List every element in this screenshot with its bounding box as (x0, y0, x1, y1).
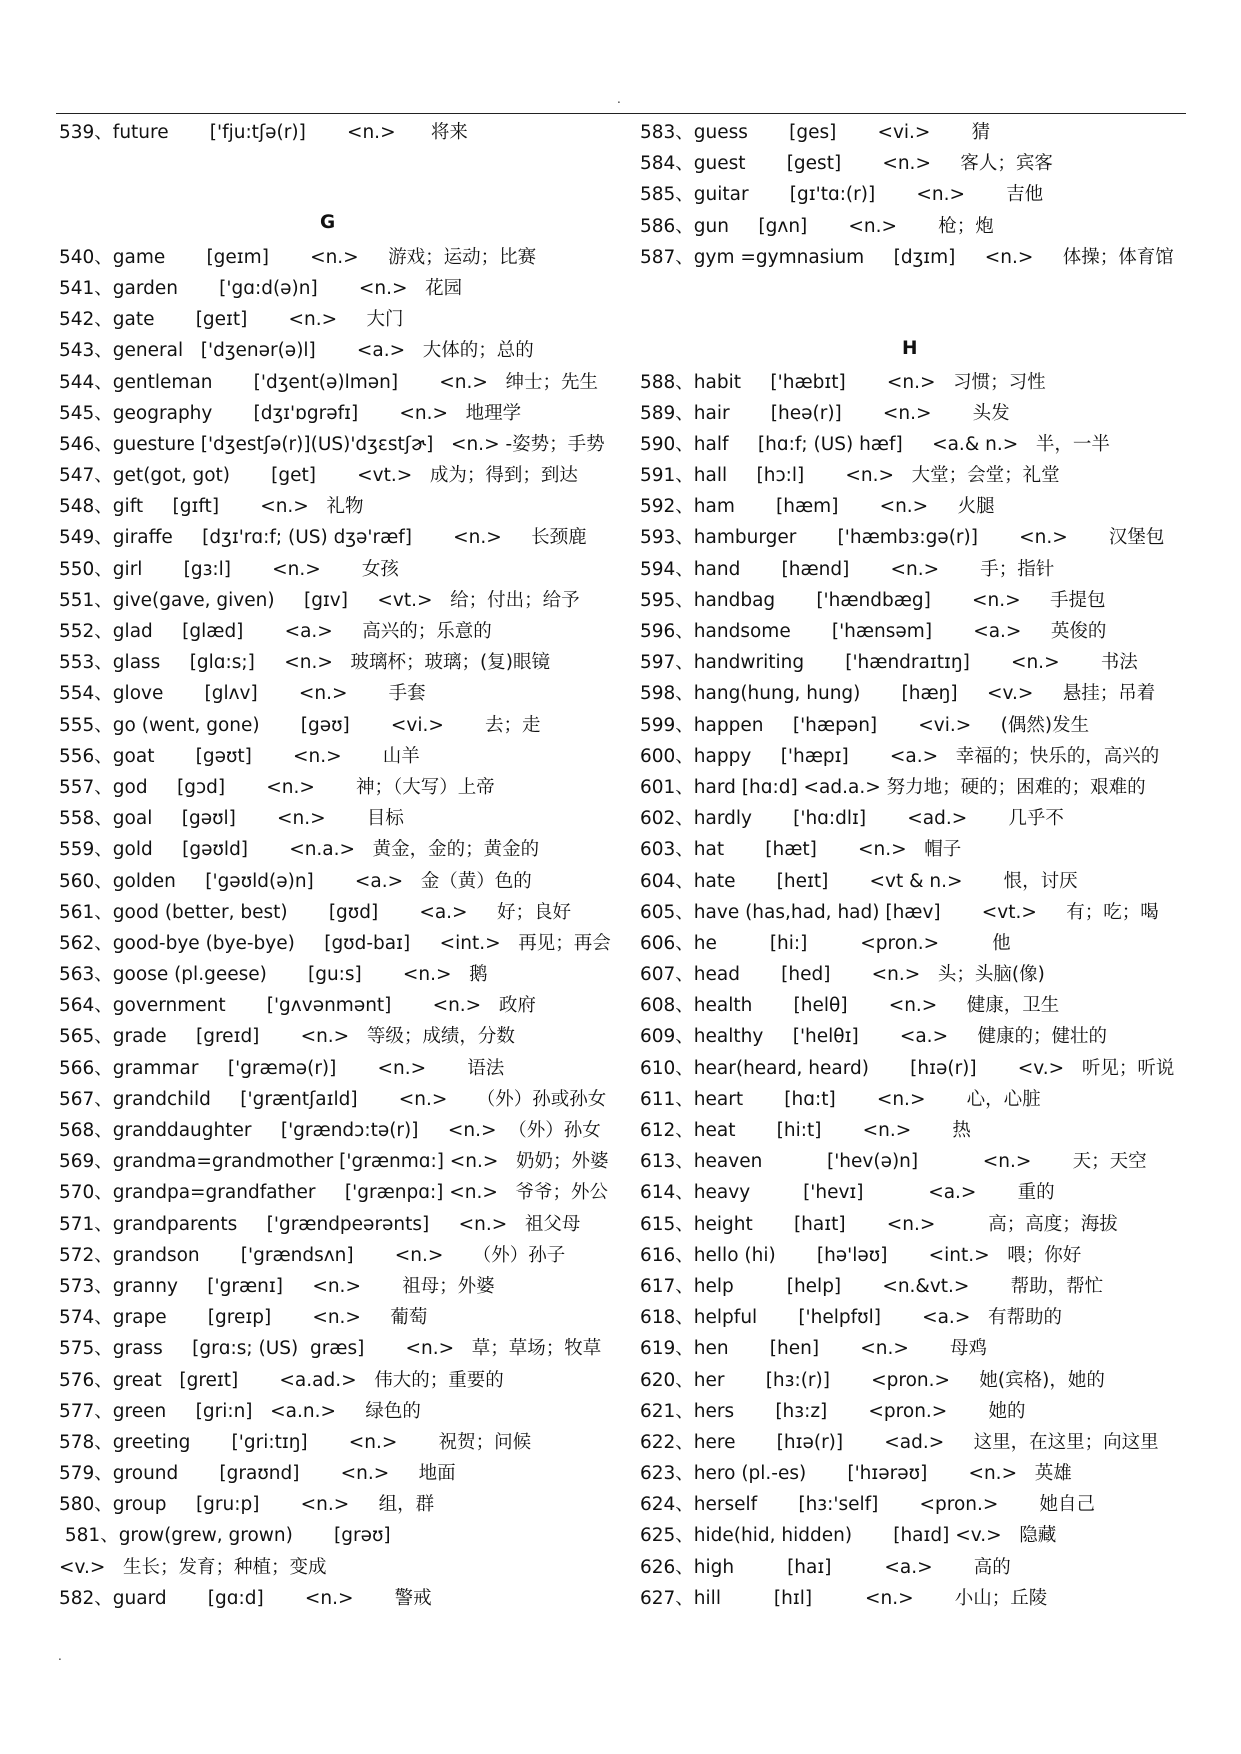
vocab-entry (640, 460, 1200, 491)
vocab-entry (640, 772, 1200, 803)
vocab-entry (59, 179, 619, 210)
vocab-entry (640, 1520, 1200, 1551)
entry-text: 618、helpful ['helpfʊl] <a.> 有帮助的 (640, 1307, 1062, 1329)
entry-text: 589、hair [heə(r)] <n.> 头发 (640, 402, 1010, 424)
vocab-entry (59, 866, 619, 897)
vocab-entry (640, 273, 1200, 304)
entry-text: 570、grandpa=grandfather ['grænpɑ:] <n.> 爷爷；外公 (59, 1182, 609, 1204)
vocab-entry (640, 1240, 1200, 1271)
vocab-entry (640, 616, 1200, 647)
vocab-entry (640, 1365, 1200, 1396)
entry-text: 573、granny ['grænɪ] <n.> 祖母；外婆 (59, 1275, 495, 1297)
vocab-entry (640, 522, 1200, 553)
vocab-entry (59, 304, 619, 335)
vocab-entry (640, 1302, 1200, 1333)
entry-text: 613、heaven ['hev(ə)n] <n.> 天；天空 (640, 1151, 1147, 1173)
entry-text: 554、glove [glʌv] <n.> 手套 (59, 683, 426, 705)
vocab-entry (59, 585, 619, 616)
entry-text: 566、grammar ['græmə(r)] <n.> 语法 (59, 1057, 505, 1079)
vocab-entry (59, 1520, 619, 1551)
vocab-entry (640, 1053, 1200, 1084)
entry-text: 586、gun [gʌn] <n.> 枪；炮 (640, 215, 994, 237)
entry-text: 557、god [gɔd] <n.> 神；（大写）上帝 (59, 776, 495, 798)
entry-text: 556、goat [gəʊt] <n.> 山羊 (59, 745, 420, 767)
vocab-entry (640, 1552, 1200, 1583)
vocab-entry (59, 554, 619, 585)
vocab-entry (640, 1146, 1200, 1177)
vocab-entry (640, 1583, 1200, 1614)
vocab-entry (59, 491, 619, 522)
entry-text: 559、gold [gəʊld] <n.a.> 黄金，金的；黄金的 (59, 839, 540, 861)
vocab-entry (640, 491, 1200, 522)
entry-text: 584、guest [gest] <n.> 客人；宾客 (640, 153, 1053, 175)
vocab-entry (640, 304, 1200, 335)
header-dot: . (617, 92, 621, 106)
vocab-entry (59, 1427, 619, 1458)
vocab-entry (640, 1489, 1200, 1520)
entry-text: 592、ham [hæm] <n.> 火腿 (640, 496, 995, 518)
vocab-entry (640, 148, 1200, 179)
entry-text: 558、goal [gəʊl] <n.> 目标 (59, 808, 404, 830)
vocab-entry (59, 1146, 619, 1177)
vocab-entry (640, 429, 1200, 460)
entry-text: 590、half [hɑ:f; (US) hæf] <a.& n.> 半，一半 (640, 433, 1110, 455)
entry-text: 546、guesture ['dʒestʃə(r)](US)'dʒɛstʃɚ] <n.> -姿势；手势 (59, 433, 605, 455)
entry-text: 609、healthy ['helθɪ] <a.> 健康的；健壮的 (640, 1026, 1107, 1048)
entry-text: 576、great [greɪt] <a.ad.> 伟大的；重要的 (59, 1369, 504, 1391)
vocab-entry (640, 741, 1200, 772)
vocab-entry (59, 335, 619, 366)
vocab-entry (59, 273, 619, 304)
entry-text: 577、green [gri:n] <a.n.> 绿色的 (59, 1400, 421, 1422)
entry-text: 574、grape [greɪp] <n.> 葡萄 (59, 1307, 428, 1329)
entry-text: 619、hen [hen] <n.> 母鸡 (640, 1338, 988, 1360)
entry-text: 545、geography [dʒɪ'ɒgrəfɪ] <n.> 地理学 (59, 402, 522, 424)
vocab-entry (59, 772, 619, 803)
header-rule (56, 113, 1186, 114)
vocab-entry (59, 1177, 619, 1208)
vocab-entry (640, 554, 1200, 585)
vocab-entry (59, 429, 619, 460)
entry-text: 627、hill [hɪl] <n.> 小山；丘陵 (640, 1587, 1048, 1609)
vocab-entry (640, 1427, 1200, 1458)
entry-text: 600、happy ['hæpɪ] <a.> 幸福的；快乐的，高兴的 (640, 745, 1160, 767)
vocab-entry (640, 834, 1200, 865)
vocab-entry (59, 897, 619, 928)
vocab-entry (640, 367, 1200, 398)
vocab-entry (59, 1271, 619, 1302)
entry-text: 581、grow(grew, grown) [grəʊ] (59, 1525, 391, 1547)
entry-text: 602、hardly ['hɑ:dlɪ] <ad.> 几乎不 (640, 808, 1064, 830)
entry-text: 553、glass [glɑ:s;] <n.> 玻璃杯；玻璃；(复)眼镜 (59, 652, 550, 674)
vocab-entry (59, 367, 619, 398)
entry-text: 580、group [gru:p] <n.> 组，群 (59, 1494, 435, 1516)
vocab-entry (59, 1333, 619, 1364)
vocab-entry (640, 959, 1200, 990)
entry-text: 567、grandchild ['græntʃaɪld] <n.> （外）孙或孙女 (59, 1088, 607, 1110)
entry-text: 625、hide(hid, hidden) [haɪd] <v.> 隐藏 (640, 1525, 1057, 1547)
entry-text: 582、guard [gɑ:d] <n.> 警戒 (59, 1587, 432, 1609)
vocab-entry (59, 522, 619, 553)
entry-text: 615、height [haɪt] <n.> 高；高度；海拔 (640, 1213, 1118, 1235)
vocab-entry (59, 678, 619, 709)
entry-text: 617、help [help] <n.&vt.> 帮助，帮忙 (640, 1275, 1104, 1297)
right-column (640, 117, 1200, 1614)
vocab-entry (640, 678, 1200, 709)
vocab-entry (640, 1333, 1200, 1364)
vocab-entry (640, 647, 1200, 678)
vocab-entry (59, 1396, 619, 1427)
vocab-entry (59, 710, 619, 741)
vocab-entry (640, 990, 1200, 1021)
vocab-entry (640, 1209, 1200, 1240)
entry-text: 569、grandma=grandmother ['grænmɑ:] <n.> 奶奶；外婆 (59, 1151, 609, 1173)
vocab-entry (640, 398, 1200, 429)
entry-text: 601、hard [hɑ:d] <ad.a.> 努力地；硬的；困难的；艰难的 (640, 776, 1146, 798)
entry-text: 614、heavy ['hevɪ] <a.> 重的 (640, 1182, 1055, 1204)
vocab-entry (640, 1021, 1200, 1052)
section-letter-h: H (902, 338, 918, 359)
left-column (59, 117, 619, 1614)
vocab-entry (640, 117, 1200, 148)
entry-text: 540、game [geɪm] <n.> 游戏；运动；比赛 (59, 246, 537, 268)
vocab-entry (59, 1115, 619, 1146)
section-letter-g: G (320, 212, 336, 233)
vocab-entry (59, 803, 619, 834)
entry-text: 591、hall [hɔ:l] <n.> 大堂；会堂；礼堂 (640, 465, 1060, 487)
vocab-entry (640, 1115, 1200, 1146)
entry-text: 550、girl [gɜ:l] <n.> 女孩 (59, 558, 399, 580)
vocab-entry (59, 1365, 619, 1396)
vocab-entry (59, 1458, 619, 1489)
entry-text: 606、he [hi:] <pron.> 他 (640, 932, 1011, 954)
entry-text: 561、good (better, best) [gʊd] <a.> 好；良好 (59, 901, 571, 923)
entry-text: 622、here [hɪə(r)] <ad.> 这里，在这里；向这里 (640, 1431, 1159, 1453)
vocab-entry (59, 616, 619, 647)
vocab-entry (640, 1084, 1200, 1115)
entry-text: 607、head [hed] <n.> 头；头脑(像) (640, 964, 1045, 986)
entry-text: 568、granddaughter ['grændɔ:tə(r)] <n.> （外）孙女 (59, 1120, 601, 1141)
entry-text: 610、hear(heard, heard) [hɪə(r)] <v.> 听见；听说 (640, 1057, 1175, 1079)
entry-text: 594、hand [hænd] <n.> 手；指针 (640, 558, 1055, 580)
vocab-entry (59, 1583, 619, 1614)
entry-text: 563、goose (pl.geese) [gu:s] <n.> 鹅 (59, 964, 488, 986)
vocab-entry (59, 242, 619, 273)
entry-text: 604、hate [heɪt] <vt & n.> 恨，讨厌 (640, 870, 1078, 892)
entry-text: 598、hang(hung, hung) [hæŋ] <v.> 悬挂；吊着 (640, 683, 1156, 705)
entry-text: 562、good-bye (bye-bye) [gʊd-baɪ] <int.> 再见；再会 (59, 932, 611, 954)
vocab-entry (59, 959, 619, 990)
vocab-entry (59, 1552, 619, 1583)
entry-text: 626、high [haɪ] <a.> 高的 (640, 1556, 1011, 1578)
entry-text: 596、handsome ['hænsəm] <a.> 英俊的 (640, 621, 1107, 642)
vocab-entry (640, 1271, 1200, 1302)
entry-text: 616、hello (hi) [hə'ləʊ] <int.> 喂；你好 (640, 1244, 1082, 1266)
vocab-entry (640, 928, 1200, 959)
entry-text: 612、heat [hi:t] <n.> 热 (640, 1120, 971, 1141)
entry-text: 587、gym =gymnasium [dʒɪm] <n.> 体操；体育馆 (640, 246, 1174, 268)
entry-text: 597、handwriting ['hændraɪtɪŋ] <n.> 书法 (640, 652, 1138, 674)
footer-dot: . (58, 1649, 62, 1663)
vocab-entry (59, 990, 619, 1021)
vocab-entry (640, 1458, 1200, 1489)
entry-text: 571、grandparents ['grændpeərənts] <n.> 祖父母 (59, 1213, 581, 1235)
entry-text: 555、go (went, gone) [gəʊ] <vi.> 去；走 (59, 714, 541, 736)
vocab-entry (640, 211, 1200, 242)
vocab-entry (59, 460, 619, 491)
vocab-entry (59, 1240, 619, 1271)
entry-text: 588、habit ['hæbɪt] <n.> 习惯；习性 (640, 371, 1046, 393)
entry-text: 564、government ['gʌvənmənt] <n.> 政府 (59, 995, 536, 1017)
vocab-entry (59, 1209, 619, 1240)
entry-text: 552、glad [glæd] <a.> 高兴的；乐意的 (59, 621, 492, 642)
entry-text: 593、hamburger ['hæmbɜ:gə(r)] <n.> 汉堡包 (640, 527, 1165, 549)
entry-text: 595、handbag ['hændbæg] <n.> 手提包 (640, 589, 1106, 611)
entry-text: <v.> 生长；发育；种植；变成 (59, 1556, 327, 1578)
vocab-entry (640, 803, 1200, 834)
vocab-entry (640, 897, 1200, 928)
entry-text: 621、hers [hɜ:z] <pron.> 她的 (640, 1400, 1026, 1422)
entry-text: 608、health [helθ] <n.> 健康，卫生 (640, 995, 1060, 1017)
vocab-entry (640, 179, 1200, 210)
vocab-entry (59, 834, 619, 865)
entry-text: 547、get(got, got) [get] <vt.> 成为；得到；到达 (59, 465, 578, 487)
entry-text: 579、ground [graʊnd] <n.> 地面 (59, 1463, 456, 1485)
vocab-entry (640, 335, 1200, 366)
vocab-entry (59, 741, 619, 772)
entry-text: 539、future ['fju:tʃə(r)] <n.> 将来 (59, 122, 468, 143)
vocab-entry (59, 1302, 619, 1333)
vocab-entry (59, 1053, 619, 1084)
entry-text: 544、gentleman ['dʒent(ə)lmən] <n.> 绅士；先生 (59, 371, 598, 393)
vocab-entry (640, 866, 1200, 897)
vocab-entry (59, 647, 619, 678)
vocab-entry (59, 117, 619, 148)
vocab-entry (640, 1396, 1200, 1427)
vocab-entry (59, 1489, 619, 1520)
entry-text: 624、herself [hɜ:'self] <pron.> 她自己 (640, 1494, 1096, 1516)
entry-text: 620、her [hɜ:(r)] <pron.> 她(宾格)，她的 (640, 1369, 1105, 1391)
vocab-entry (59, 1084, 619, 1115)
entry-text: 548、gift [gɪft] <n.> 礼物 (59, 496, 364, 518)
entry-text: 549、giraffe [dʒɪ'rɑ:f; (US) dʒə'ræf] <n.> 长颈鹿 (59, 527, 587, 549)
entry-text: 541、garden ['gɑ:d(ə)n] <n.> 花园 (59, 277, 463, 299)
entry-text: 572、grandson ['grændsʌn] <n.> （外）孙子 (59, 1244, 566, 1266)
entry-text: 551、give(gave, given) [gɪv] <vt.> 给；付出；给予 (59, 589, 580, 611)
entry-text: 605、have (has,had, had) [hæv] <vt.> 有；吃；喝 (640, 901, 1159, 923)
entry-text: 560、golden ['gəʊld(ə)n] <a.> 金（黄）色的 (59, 870, 532, 892)
entry-text: 542、gate [geɪt] <n.> 大门 (59, 309, 404, 331)
entry-text: 611、heart [hɑ:t] <n.> 心，心脏 (640, 1088, 1041, 1110)
vocab-entry (59, 928, 619, 959)
entry-text: 578、greeting ['gri:tɪŋ] <n.> 祝贺；问候 (59, 1431, 532, 1453)
entry-text: 583、guess [ges] <vi.> 猜 (640, 122, 991, 143)
entry-text: 623、hero (pl.-es) ['hɪərəʊ] <n.> 英雄 (640, 1463, 1072, 1485)
vocab-entry (59, 398, 619, 429)
vocab-entry (59, 211, 619, 242)
vocab-entry (59, 1021, 619, 1052)
vocab-entry (640, 242, 1200, 273)
entry-text: 603、hat [hæt] <n.> 帽子 (640, 839, 962, 861)
entry-text: 565、grade [greɪd] <n.> 等级；成绩，分数 (59, 1026, 515, 1048)
vocab-entry (640, 585, 1200, 616)
vocab-entry (640, 710, 1200, 741)
vocab-entry (640, 1177, 1200, 1208)
entry-text: 543、general ['dʒenər(ə)l] <a.> 大体的；总的 (59, 340, 534, 362)
entry-text: 585、guitar [gɪ'tɑ:(r)] <n.> 吉他 (640, 184, 1044, 206)
vocab-entry (59, 148, 619, 179)
entry-text: 599、happen ['hæpən] <vi.> (偶然)发生 (640, 714, 1090, 736)
entry-text: 575、grass [grɑ:s; (US) græs] <n.> 草；草场；牧草 (59, 1338, 602, 1360)
